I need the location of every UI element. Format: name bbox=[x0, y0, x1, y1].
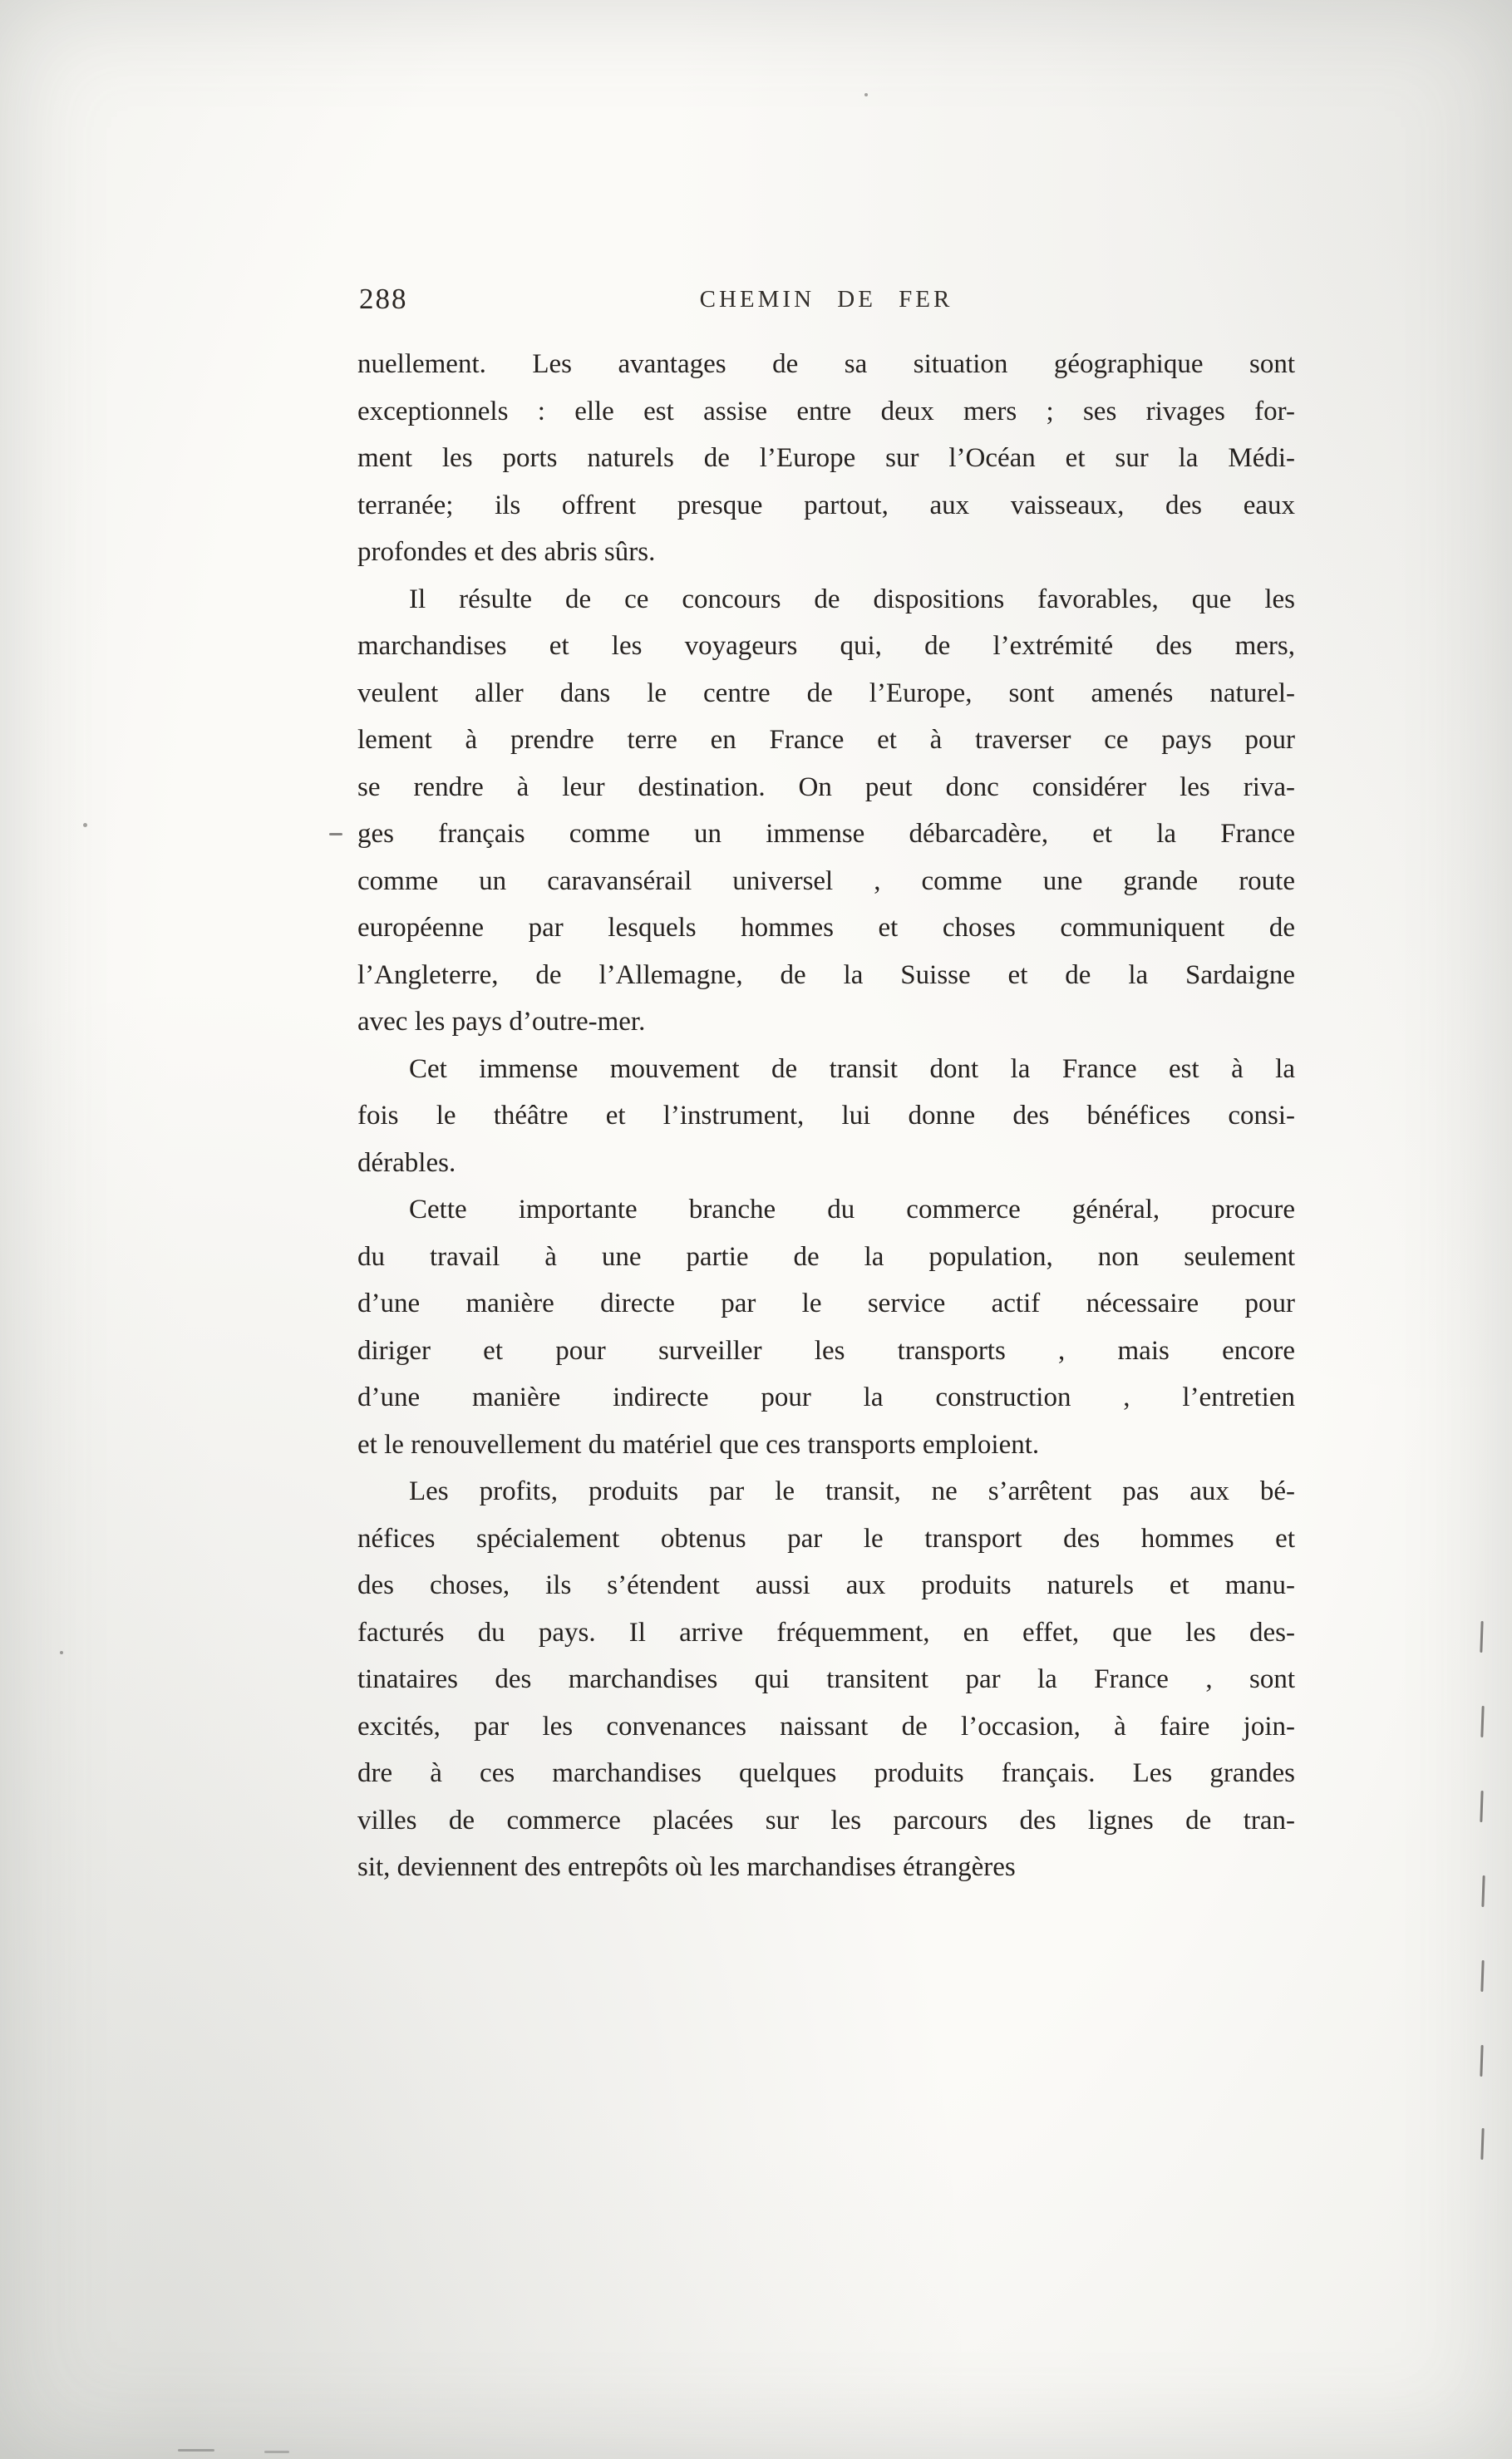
scan-speck bbox=[864, 93, 868, 96]
pencil-dash-mark bbox=[329, 833, 342, 835]
bottom-smudge-mark bbox=[264, 2451, 289, 2453]
text-line: et le renouvellement du matériel que ces transports emploient. bbox=[357, 1429, 1040, 1460]
text-line: sit, deviennent des entrepôts où les marchandises étrangères bbox=[357, 1852, 1016, 1882]
text-line: lement à prendre terre en France et à traverser ce pays pour bbox=[357, 725, 1295, 755]
text-line: européenne par lesquels hommes et choses communiquent de bbox=[357, 913, 1295, 943]
pencil-margin-mark bbox=[1481, 1875, 1485, 1907]
text-line: diriger et pour surveiller les transports , mais encore bbox=[357, 1335, 1295, 1366]
text-line: du travail à une partie de la population, non seulement bbox=[357, 1241, 1295, 1272]
text-line: tinataires des marchandises qui transitent par la France , sont bbox=[357, 1664, 1295, 1694]
text-line: ges français comme un immense débarcadère, et la France bbox=[357, 819, 1295, 849]
pencil-margin-mark bbox=[1480, 1791, 1483, 1822]
text-line: fois le théâtre et l’instrument, lui donne des bénéfices consi- bbox=[357, 1101, 1295, 1131]
text-line: avec les pays d’outre-mer. bbox=[357, 1007, 646, 1037]
text-line: l’Angleterre, de l’Allemagne, de la Suisse et de la Sardaigne bbox=[357, 959, 1295, 990]
text-line: marchandises et les voyageurs qui, de l’extrémité des mers, bbox=[357, 631, 1295, 661]
page-header bbox=[357, 281, 1295, 331]
text-line: des choses, ils s’étendent aussi aux produits naturels et manu- bbox=[357, 1570, 1295, 1600]
scan-speck bbox=[60, 1651, 63, 1654]
pencil-margin-mark bbox=[1480, 2045, 1483, 2077]
pencil-margin-mark bbox=[1480, 1621, 1483, 1653]
running-title: CHEMIN DE FER bbox=[699, 286, 953, 313]
text-line: Les profits, produits par le transit, ne s’arrêtent pas aux bé- bbox=[409, 1476, 1295, 1506]
page-number: 288 bbox=[359, 283, 408, 315]
pencil-margin-mark bbox=[1480, 2128, 1484, 2160]
text-line: dre à ces marchandises quelques produits français. Les grandes bbox=[357, 1758, 1295, 1788]
text-line: néfices spécialement obtenus par le transport des hommes et bbox=[357, 1523, 1295, 1554]
text-line: villes de commerce placées sur les parcours des lignes de tran- bbox=[357, 1805, 1295, 1836]
text-line: Il résulte de ce concours de dispositions favorables, que les bbox=[409, 584, 1295, 614]
text-line: terranée; ils offrent presque partout, aux vaisseaux, des eaux bbox=[357, 490, 1295, 520]
text-line: profondes et des abris sûrs. bbox=[357, 537, 656, 567]
text-line: nuellement. Les avantages de sa situation géographique sont bbox=[357, 349, 1295, 379]
text-line: comme un caravansérail universel , comme une grande route bbox=[357, 865, 1295, 896]
text-line: Cet immense mouvement de transit dont la France est à la bbox=[409, 1053, 1295, 1084]
pencil-margin-mark bbox=[1480, 1960, 1484, 1992]
bottom-smudge-mark bbox=[178, 2449, 214, 2452]
scan-speck bbox=[83, 823, 87, 827]
pencil-margin-mark bbox=[1480, 1706, 1484, 1737]
text-line: facturés du pays. Il arrive fréquemment, en effet, que les des- bbox=[357, 1617, 1295, 1648]
text-line: veulent aller dans le centre de l’Europe, sont amenés naturel- bbox=[357, 678, 1295, 708]
text-line: dérables. bbox=[357, 1147, 456, 1178]
text-block bbox=[357, 341, 1295, 1891]
text-line: Cette importante branche du commerce général, procure bbox=[409, 1195, 1295, 1225]
text-line: exceptionnels : elle est assise entre deux mers ; ses rivages for- bbox=[357, 396, 1295, 426]
text-line: excités, par les convenances naissant de l’occasion, à faire join- bbox=[357, 1711, 1295, 1742]
text-line: d’une manière indirecte pour la construction , l’entretien bbox=[357, 1382, 1295, 1412]
text-line: ment les ports naturels de l’Europe sur l’Océan et sur la Médi- bbox=[357, 443, 1295, 473]
text-line: se rendre à leur destination. On peut donc considérer les riva- bbox=[357, 771, 1295, 802]
text-line: d’une manière directe par le service actif nécessaire pour bbox=[357, 1289, 1295, 1318]
